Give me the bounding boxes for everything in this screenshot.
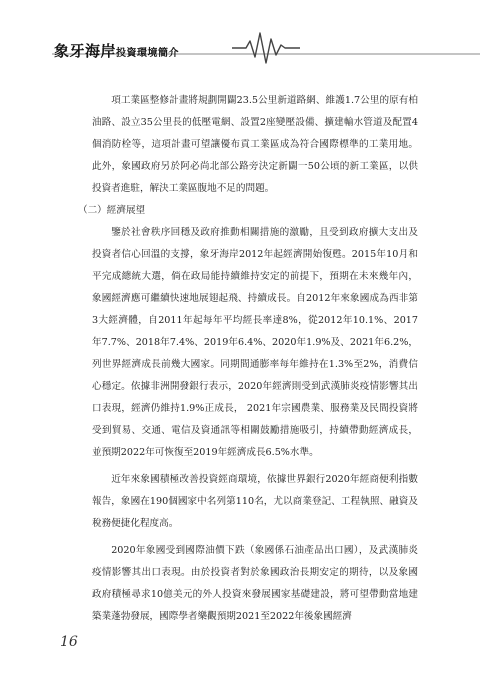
running-header bbox=[0, 0, 480, 66]
body-paragraph: 鑒於社會秩序回穩及政府推動相關措施的激勵，且受到政府擴大支出及投資者信心回溫的支撐，象牙海岸2012年起經濟開始復甦。2015年10月和平完成總統大選，倘在政局能持續維持安定的前提下，預期在未來幾年內，象國經濟應可繼續快速地展翅起飛、持續成長。自2012年來象國成為西非第3大經濟體，自2011年起每年平均經長率達8%，從2012年10.1%、2017年7.7%、2018年7.4%、2019年6.4%、2020年1.9%及、2021年6.2%，列世界經濟成長前幾大國家。同期間通膨率每年維持在1.3%至2%，消費信心穩定。依據非洲開發銀行表示，2020年經濟則受到武漢肺炎疫情影響其出口表現，經濟仍維持1.9%正成長， 2021年宗國農業、服務業及民間投資將受到貿易、交通、電信及資通訊等相關鼓勵措施吸引，持續帶動經濟成長，並預期2022年可恢復至2019年經濟成長6.5%水準。 bbox=[92, 227, 418, 458]
page-body bbox=[78, 90, 418, 628]
body-paragraph: 2020年象國受到國際油價下跌（象國係石油產品出口國），及武漢肺炎疫情影響其出口表現。由於投資者對於象國政治長期安定的期待，以及象國政府積極尋求10億美元的外人投資來發展國家基礎建設，將可望帶動當地建築業蓬勃發展，國際學者樂觀預期2021至2022年後象國經濟 bbox=[92, 545, 418, 622]
body-paragraph: 近年來象國積極改善投資經商環境，依據世界銀行2020年經商便利指數報告，象國在190個國家中名列第110名，尤以商業登記、工程執照、融資及稅務便捷化程度高。 bbox=[92, 474, 418, 529]
section-heading-economic-outlook: （二）經濟展望 bbox=[78, 205, 146, 216]
body-paragraph: 項工業區整修計畫將規劃開闢23.5公里新道路網、維護1.7公里的原有柏油路、設立35公里長的低壓電網、設置2座變壓設備、擴建輸水管道及配置4個消防栓等，這項計畫可望讓優布貢工業區成為符合國際標準的工業用地。此外，象國政府另於阿必尚北部公路旁決定新闢一50公頃的新工業區，以供投資者進駐，解決工業區腹地不足的問題。 bbox=[92, 95, 418, 194]
header-title-main: 象牙海岸 bbox=[54, 42, 117, 60]
header-title-sub: 投資環境簡介 bbox=[116, 48, 180, 59]
header-title bbox=[54, 40, 179, 61]
page-number: 16 bbox=[60, 634, 78, 650]
